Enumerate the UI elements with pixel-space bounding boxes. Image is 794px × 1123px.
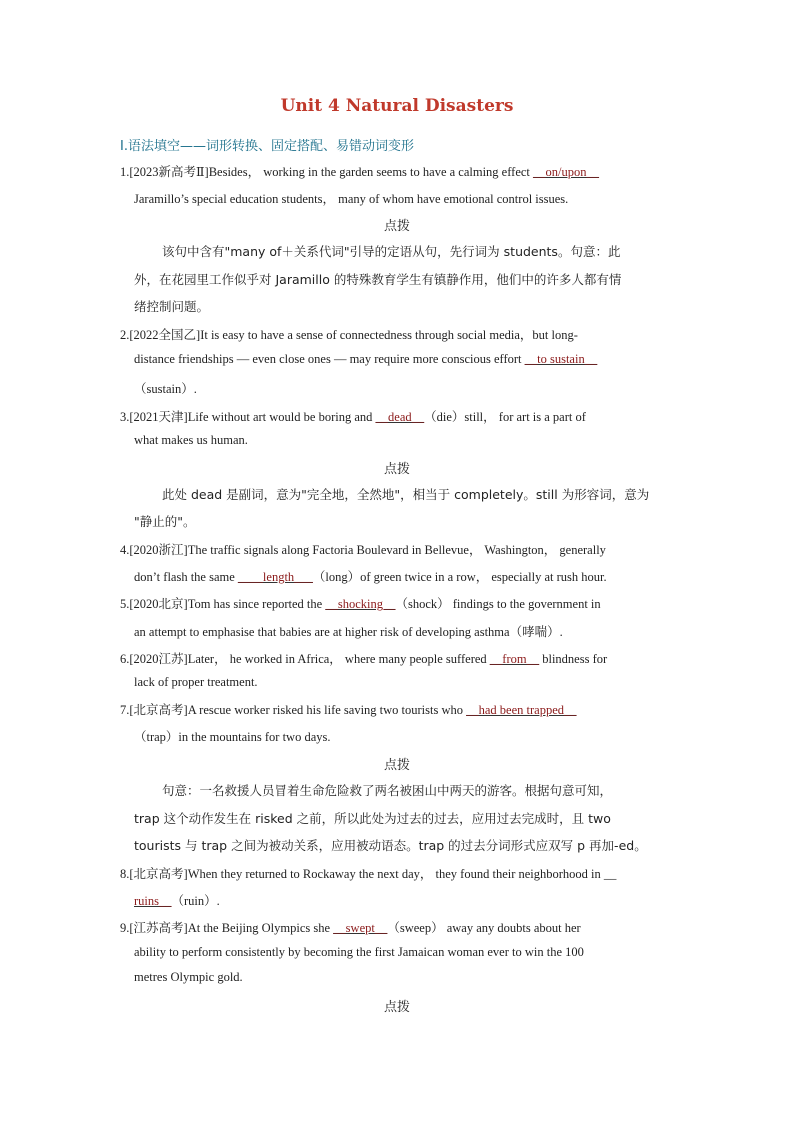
- q7-hint-3: tourists 与 trap 之间为被动关系，应用被动语态。trap 的过去分词形式应双写 p 再加-ed。: [134, 838, 647, 853]
- q2-answer: __to sustain__: [524, 352, 598, 366]
- q8-line-2: ruins__（ruin）.: [134, 894, 220, 908]
- q1-hint-3: 绪控制问题。: [134, 299, 210, 314]
- q7-answer: __had been trapped__: [466, 703, 577, 717]
- q4-answer: ____length___: [237, 570, 313, 584]
- section-heading: Ⅰ.语法填空——词形转换、固定搭配、易错动词变形: [120, 139, 414, 154]
- q7-hint-label: 点拨: [383, 758, 410, 773]
- q8-answer: ruins__: [134, 894, 172, 908]
- q2-line-2: distance friendships — even close ones — may require more conscious effort __to sustain__: [134, 352, 598, 366]
- q6-line-2: lack of proper treatment.: [134, 675, 258, 689]
- q3-line-2: what makes us human.: [134, 433, 248, 447]
- q7-line-1: 7.[北京高考]A rescue worker risked his life saving two tourists who __had been trapped__: [120, 703, 577, 717]
- q5-line-2: an attempt to emphasise that babies are at higher risk of developing asthma（哮喘）.: [134, 625, 563, 639]
- q6-line-1: 6.[2020江苏]Later， he worked in Africa， where many people suffered __from__ blindness for: [120, 652, 608, 666]
- page-title: Unit 4 Natural Disasters: [280, 96, 514, 116]
- q6-answer: __from__: [489, 652, 540, 666]
- q9-line-3: metres Olympic gold.: [134, 970, 243, 984]
- q2-line-1: 2.[2022全国乙]It is easy to have a sense of connectedness through social media，but long-: [120, 328, 578, 342]
- q3-hint-2: "静止的"。: [134, 514, 196, 529]
- q4-line-2: don’t flash the same ____length___（long）of green twice in a row， especially at rush hour.: [134, 570, 607, 584]
- q9-line-2: ability to perform consistently by becoming the first Jamaican woman ever to win the 100: [134, 945, 584, 959]
- q5-answer: __shocking__: [325, 597, 396, 611]
- q1-answer: __on/upon__: [533, 165, 600, 179]
- q9-answer: __swept__: [333, 921, 388, 935]
- q1-hint-2: 外，在花园里工作似乎对 Jaramillo 的特殊教育学生有镇静作用，他们中的许多人都有情: [134, 272, 622, 287]
- q2-line-3: （sustain）.: [134, 382, 197, 396]
- q4-line-1: 4.[2020浙江]The traffic signals along Factoria Boulevard in Bellevue， Washington， generally: [120, 543, 606, 557]
- q1-line-1: 1.[2023新高考Ⅱ]Besides， working in the garden seems to have a calming effect __on/upon__: [120, 165, 600, 179]
- q7-line-2: （trap）in the mountains for two days.: [134, 730, 331, 744]
- q9-line-1: 9.[江苏高考]At the Beijing Olympics she __swept__（sweep） away any doubts about her: [120, 921, 581, 935]
- q5-line-1: 5.[2020北京]Tom has since reported the __shocking__（shock） findings to the government in: [120, 597, 601, 611]
- q3-hint-label: 点拨: [383, 462, 410, 477]
- q9-hint-label: 点拨: [383, 1000, 410, 1015]
- q3-line-1: 3.[2021天津]Life without art would be boring and __dead__（die）still， for art is a part of: [120, 410, 586, 424]
- q8-line-1: 8.[北京高考]When they returned to Rockaway the next day， they found their neighborhood in __: [120, 867, 617, 881]
- q3-hint-1: 此处 dead 是副词，意为"完全地，全然地"，相当于 completely。still 为形容词，意为: [162, 487, 650, 502]
- q1-hint-label: 点拨: [383, 219, 410, 234]
- q7-hint-1: 句意：一名救援人员冒着生命危险救了两名被困山中两天的游客。根据句意可知，: [162, 783, 613, 798]
- q7-hint-2: trap 这个动作发生在 risked 之前，所以此处为过去的过去，应用过去完成时，且 two: [134, 811, 611, 826]
- q1-line-2: Jaramillo’s special education students， many of whom have emotional control issues.: [134, 192, 569, 206]
- q3-answer: __dead__: [375, 410, 425, 424]
- q1-hint-1: 该句中含有"many of＋关系代词"引导的定语从句，先行词为 students。句意：此: [162, 244, 621, 259]
